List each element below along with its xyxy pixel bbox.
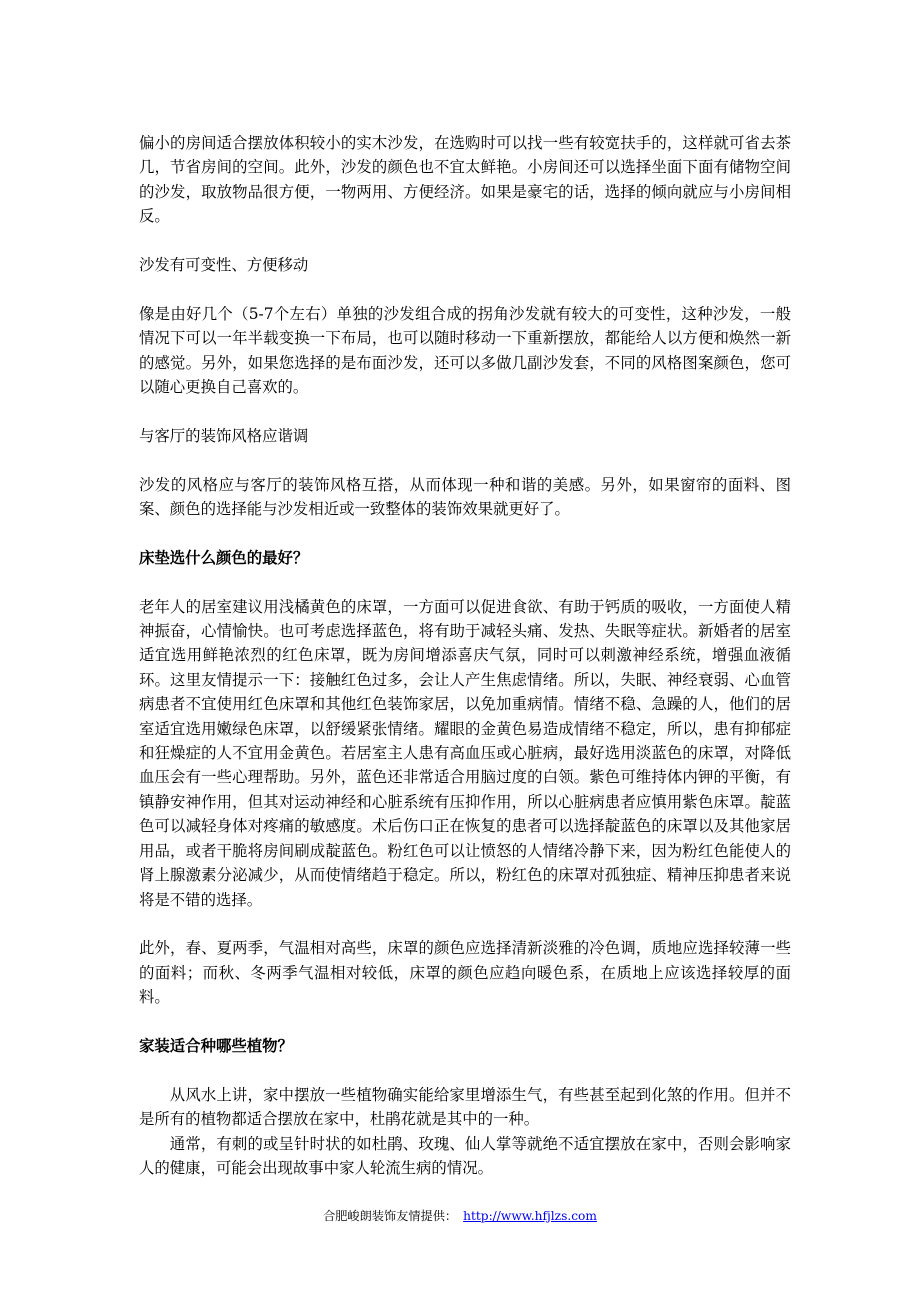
paragraph-small-room-sofa: 偏小的房间适合摆放体积较小的实木沙发，在选购时可以找一些有较宽扶手的，这样就可省去茶几，节省房间的空间。此外，沙发的颜色也不宜太鲜艳。小房间还可以选择坐面下面有储物空间的沙发，取放物品很方便，一物两用、方便经济。如果是豪宅的话，选择的倾向就应与小房间相反。	[139, 134, 791, 226]
subheading-living-room-style: 与客厅的装饰风格应谐调	[139, 426, 309, 445]
heading-mattress-color: 床垫选什么颜色的最好？	[139, 548, 309, 567]
subheading-sofa-flexibility: 沙发有可变性、方便移动	[139, 256, 309, 275]
document-body	[139, 131, 791, 1180]
paragraph-sofa-style-harmony: 沙发的风格应与客厅的装饰风格互搭，从而体现一种和谐的美感。另外，如果窗帘的面料、图案、颜色的选择能与沙发相近或一致整体的装饰效果就更好了。	[139, 475, 791, 519]
footer-label: 合肥峻朗装饰友情提供：	[323, 1209, 458, 1223]
footer-link[interactable]: http://www.hfjlzs.com	[463, 1209, 597, 1223]
paragraph-fengshui-plants: 从风水上讲，家中摆放一些植物确实能给家里增添生气，有些甚至起到化煞的作用。但并不是所有的植物都适合摆放在家中，杜鹃花就是其中的一种。	[139, 1085, 791, 1129]
page-footer	[0, 1207, 920, 1225]
paragraph-seasonal-bedspread: 此外，春、夏两季，气温相对高些，床罩的颜色应选择清新淡雅的冷色调，质地应选择较薄一些的面料；而秋、冬两季气温相对较低，床罩的颜色应趋向暖色系，在质地上应该选择较厚的面料。	[139, 939, 791, 1007]
paragraph-corner-sofa: 像是由好几个（5-7个左右）单独的沙发组合成的拐角沙发就有较大的可变性，这种沙发，一般情况下可以一年半载变换一下布局，也可以随时移动一下重新摆放，都能给人以方便和焕然一新的感觉。另外，如果您选择的是布面沙发，还可以多做几副沙发套，不同的风格图案颜色，您可以随心更换自己喜欢的。	[139, 304, 791, 397]
heading-home-plants: 家装适合种哪些植物？	[139, 1036, 293, 1055]
paragraph-thorny-plants: 通常，有刺的或呈针时状的如杜鹃、玫瑰、仙人掌等就绝不适宜摆放在家中，否则会影响家人的健康，可能会出现故事中家人轮流生病的情况。	[139, 1134, 791, 1177]
paragraph-bedspread-colors: 老年人的居室建议用浅橘黄色的床罩，一方面可以促进食欲、有助于钙质的吸收，一方面使人精神振奋，心情愉快。也可考虑选择蓝色，将有助于减轻头痛、发热、失眠等症状。新婚者的居室适宜选用鲜艳浓烈的红色床罩，既为房间增添喜庆气氛，同时可以刺激神经系统，增强血液循环。这里友情提示一下：接触红色过多，会让人产生焦虑情绪。所以，失眠、神经衰弱、心血管病患者不宜使用红色床罩和其他红色装饰家居，以免加重病情。情绪不稳、急躁的人，他们的居室适宜选用嫩绿色床罩，以舒缓紧张情绪。耀眼的金黄色易造成情绪不稳定，所以，患有抑郁症和狂燥症的人不宜用金黄色。若居室主人患有高血压或心脏病，最好选用淡蓝色的床罩，对降低血压会有一些心理帮助。另外，蓝色还非常适合用脑过度的白领。紫色可维持体内钾的平衡，有镇静安神作用，但其对运动神经和心脏系统有压抑作用，所以心脏病患者应慎用紫色床罩。靛蓝色可以减轻身体对疼痛的敏感度。术后伤口正在恢复的患者可以选择靛蓝色的床罩以及其他家居用品，或者干脆将房间刷成靛蓝色。粉红色可以让愤怒的人情绪冷静下来，因为粉红色能使人的肾上腺激素分泌减少，从而使情绪趋于稳定。所以，粉红色的床罩对孤独症、精神压抑患者来说将是不错的选择。	[139, 597, 791, 909]
